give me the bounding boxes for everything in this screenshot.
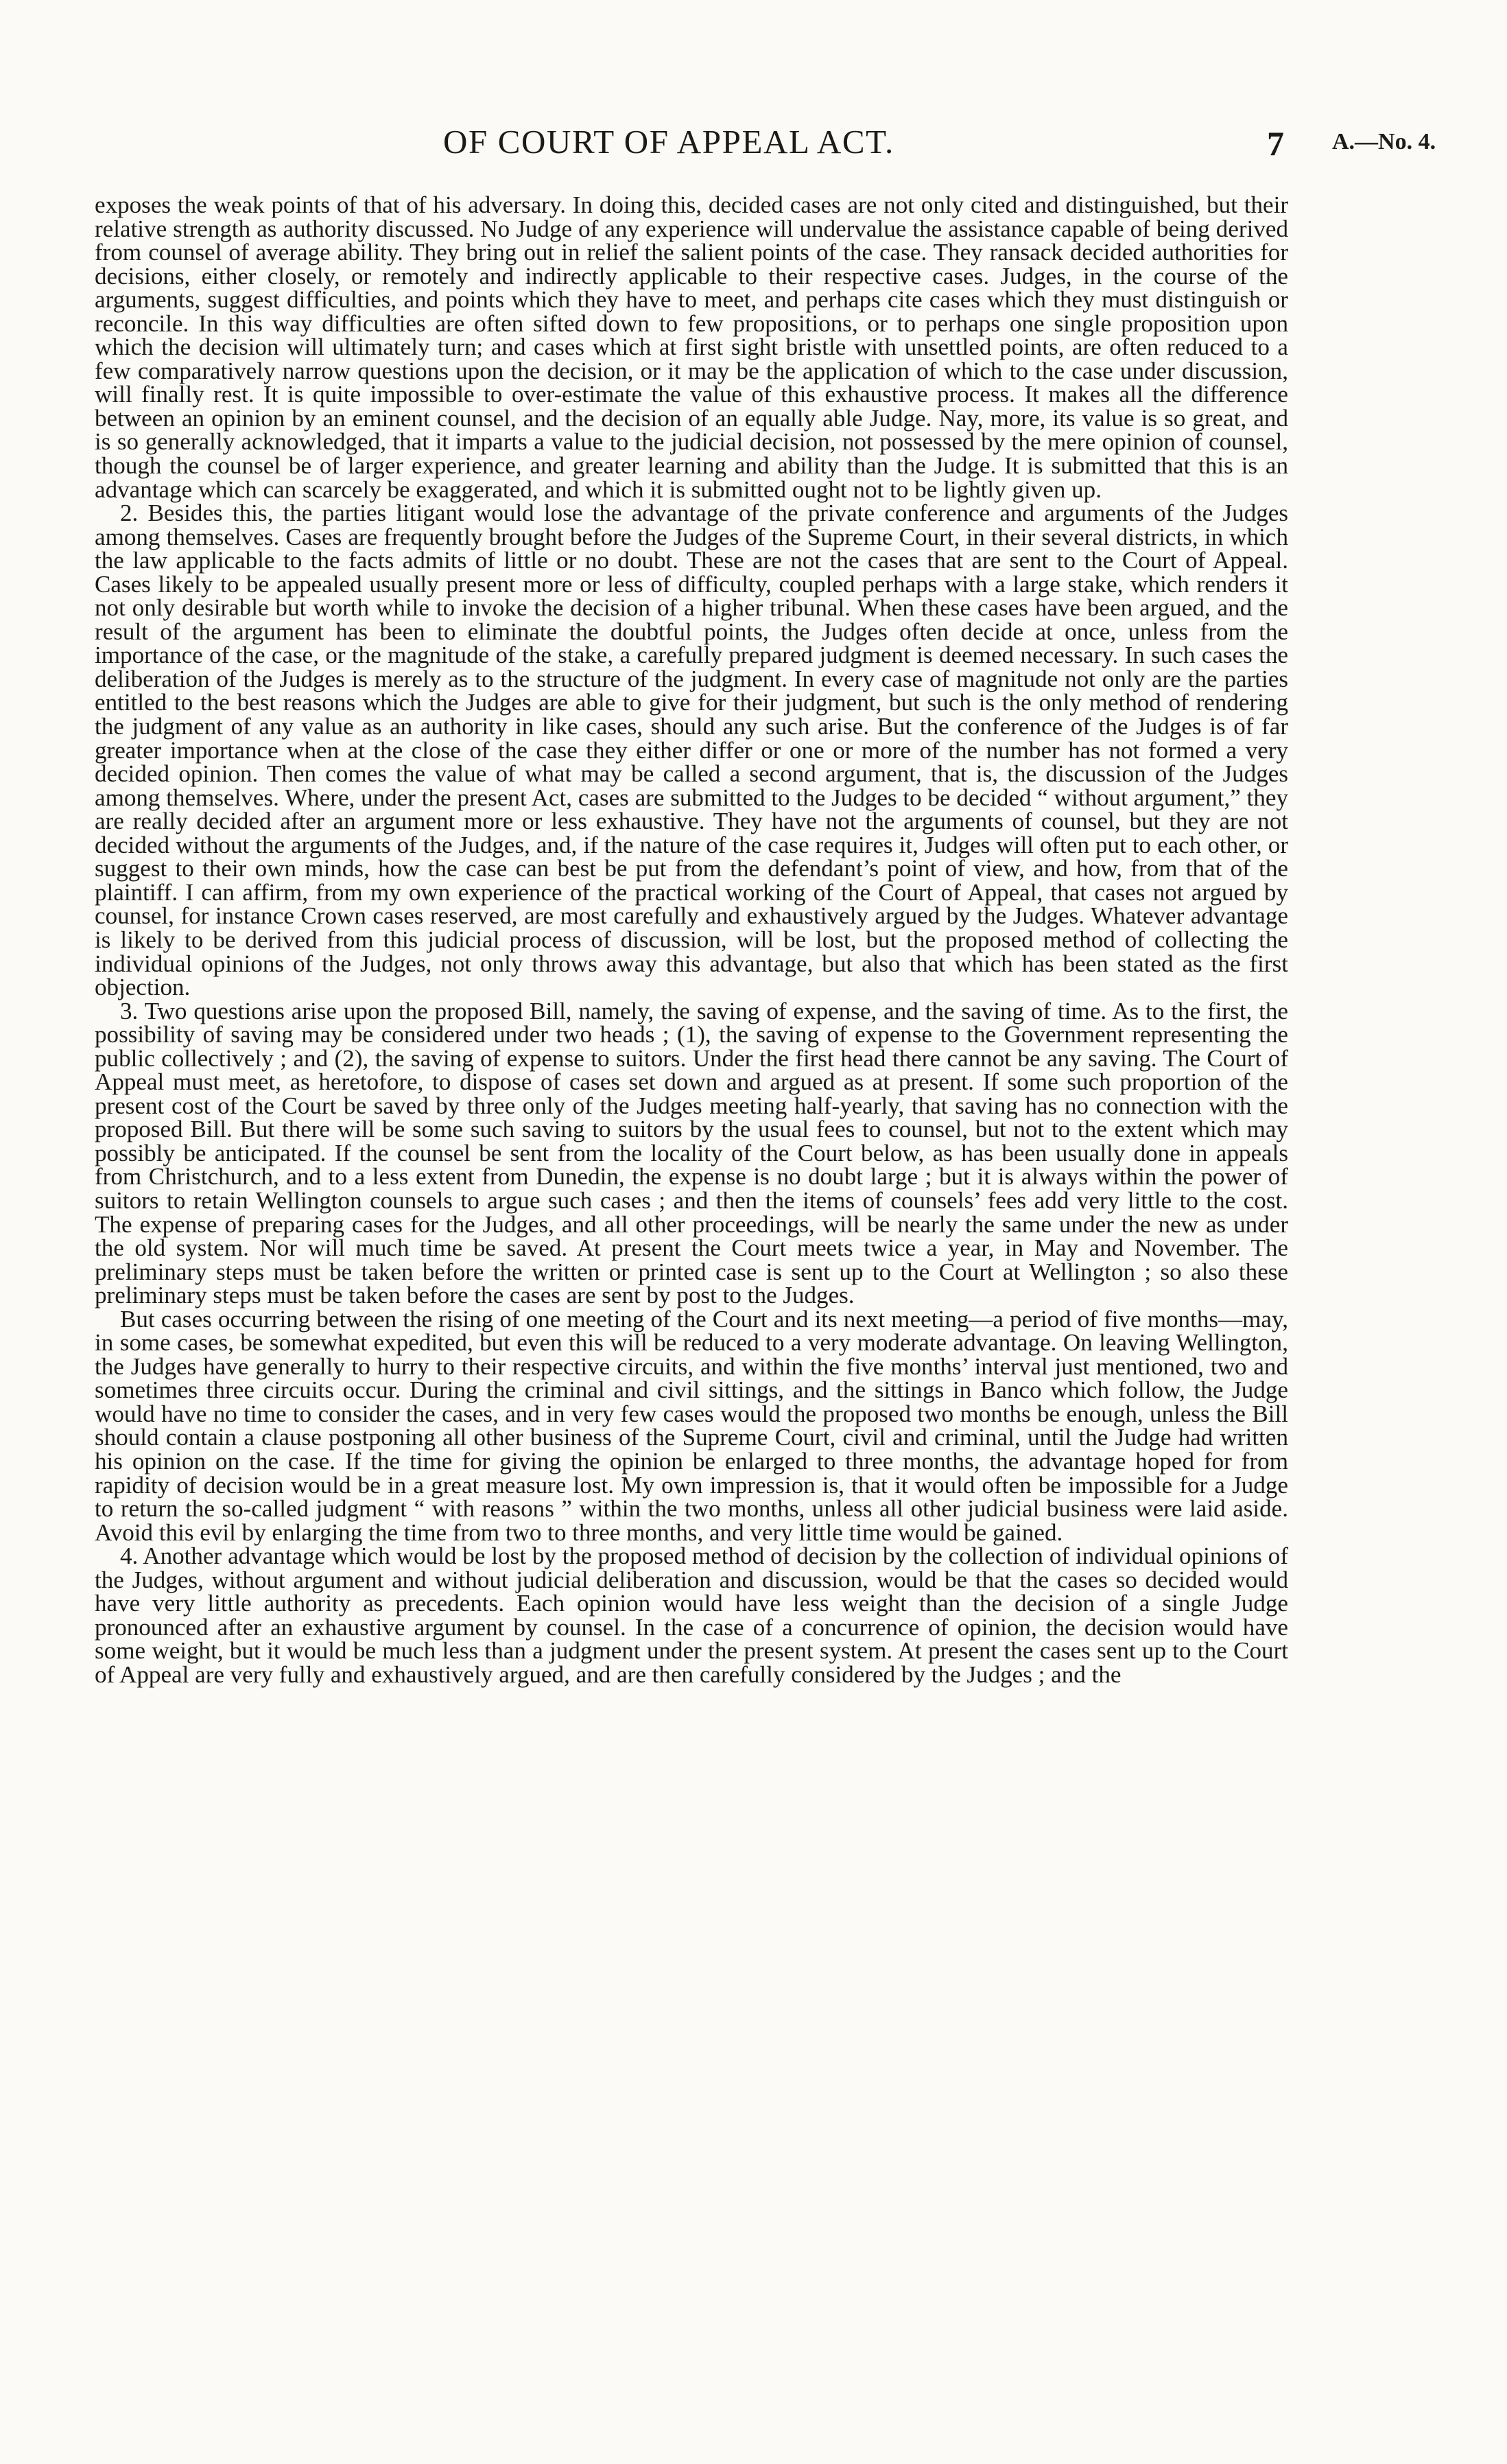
page-header <box>0 122 1507 163</box>
body-text <box>95 193 1288 1687</box>
running-title: OF COURT OF APPEAL ACT. <box>443 123 894 161</box>
page-number: 7 <box>1267 124 1284 163</box>
paragraph-4: 4. Another advantage which would be lost by the proposed method of decision by the collection of individual opinions of the Judges, without argument and without judicial deliberation and discussion, would be that the cases so decided would have very little authority as precedents. Each opinion would have less weight than the decision of a single Judge pronounced after an exhaustive argument by counsel. In the case of a concurrence of opinion, the decision would have some weight, but it would be much less than a judgment under the present system. At present the cases sent up to the Court of Appeal are very fully and exhaustively argued, and are then carefully considered by the Judges ; and the <box>95 1542 1288 1688</box>
paragraph-3-continued: But cases occurring between the rising of one meeting of the Court and its next meeting—a period of five months—may, in some cases, be somewhat expedited, but even this will be reduced to a very moderate advantage. On leaving Wellington, the Judges have generally to hurry to their respective circuits, and within the five months’ interval just mentioned, two and sometimes three circuits occur. During the criminal and civil sittings, and the sittings in Banco which follow, the Judge would have no time to consider the cases, and in very few cases would the proposed two months be enough, unless the Bill should contain a clause postponing all other business of the Supreme Court, civil and criminal, until the Judge had written his opinion on the case. If the time for giving the opinion be enlarged to three months, the advantage hoped for from rapidity of decision would be in a great measure lost. My own impression is, that it would often be impossible for a Judge to return the so-called judgment “ with reasons ” within the two months, unless all other judicial business were laid aside. Avoid this evil by enlarging the time from two to three months, and very little time would be gained. <box>95 1305 1288 1546</box>
paragraph-continuation: exposes the weak points of that of his adversary. In doing this, decided cases are not only cited and distinguished, but their relative strength as authority discussed. No Judge of any experience will undervalue the assistance capable of being derived from counsel of average ability. They bring out in relief the salient points of the case. They ransack decided authorities for decisions, either closely, or remotely and indirectly applicable to their respective cases. Judges, in the course of the arguments, suggest difficulties, and points which they have to meet, and perhaps cite cases which they must distinguish or reconcile. In this way difficulties are often sifted down to few propositions, or to perhaps one single proposition upon which the decision will ultimately turn; and cases which at first sight bristle with unsettled points, are often reduced to a few comparatively narrow questions upon the decision, or it may be the application of which to the case under discussion, will finally rest. It is quite impossible to over-estimate the value of this exhaustive process. It makes all the difference between an opinion by an eminent counsel, and the decision of an equally able Judge. Nay, more, its value is so great, and is so generally acknowledged, that it imparts a value to the judicial decision, not possessed by the mere opinion of counsel, though the counsel be of larger experience, and greater learning and ability than the Judge. It is submitted that this is an advantage which can scarcely be exaggerated, and which it is submitted ought not to be lightly given up. <box>95 191 1288 503</box>
paragraph-3: 3. Two questions arise upon the proposed Bill, namely, the saving of expense, and the saving of time. As to the first, the possibility of saving may be considered under two heads ; (1), the saving of expense to the Government representing the public collectively ; and (2), the saving of expense to suitors. Under the first head there cannot be any saving. The Court of Appeal must meet, as heretofore, to dispose of cases set down and argued as at present. If some such proportion of the present cost of the Court be saved by three only of the Judges meeting half-yearly, that saving has no connection with the proposed Bill. But there will be some such saving to suitors by the usual fees to counsel, but not to the extent which may possibly be anticipated. If the counsel be sent from the locality of the Court below, as has been usually done in appeals from Christchurch, and to a less extent from Dunedin, the expense is no doubt large ; but it is always within the power of suitors to retain Wellington counsels to argue such cases ; and then the items of counsels’ fees add very little to the cost. The expense of preparing cases for the Judges, and all other proceedings, will be nearly the same under the new as under the old system. Nor will much time be saved. At present the Court meets twice a year, in May and November. The preliminary steps must be taken before the written or printed case is sent up to the Court at Wellington ; so also these preliminary steps must be taken before the cases are sent by post to the Judges. <box>95 997 1288 1309</box>
document-reference: A.—No. 4. <box>1332 129 1436 154</box>
paragraph-2: 2. Besides this, the parties litigant would lose the advantage of the private conference and arguments of the Judges among themselves. Cases are frequently brought before the Judges of the Supreme Court, in their several districts, in which the law applicable to the facts admits of little or no doubt. These are not the cases that are sent to the Court of Appeal. Cases likely to be appealed usually present more or less of difficulty, coupled perhaps with a large stake, which renders it not only desirable but worth while to invoke the decision of a higher tribunal. When these cases have been argued, and the result of the argument has been to eliminate the doubtful points, the Judges often decide at once, unless from the importance of the case, or the magnitude of the stake, a carefully prepared judgment is deemed necessary. In such cases the deliberation of the Judges is merely as to the structure of the judgment. In every case of magnitude not only are the parties entitled to the best reasons which the Judges are able to give for their judgment, but such is the only method of rendering the judgment of any value as an authority in like cases, should any such arise. But the conference of the Judges is of far greater importance when at the close of the case they either differ or one or more of the number has not formed a very decided opinion. Then comes the value of what may be called a second argument, that is, the discussion of the Judges among themselves. Where, under the present Act, cases are submitted to the Judges to be decided “ without argument,” they are really decided after an argument more or less exhaustive. They have not the arguments of counsel, but they are not decided without the arguments of the Judges, and, if the nature of the case requires it, Judges will often put to each other, or suggest to their own minds, how the case can best be put from the defendant’s point of view, and how, from that of the plaintiff. I can affirm, from my own experience of the practical working of the Court of Appeal, that cases not argued by counsel, for instance Crown cases reserved, are most carefully and exhaustively argued by the Judges. Whatever advantage is likely to be derived from this judicial process of discussion, will be lost, but the proposed method of collecting the individual opinions of the Judges, not only throws away this advantage, but also that which has been stated as the first objection. <box>95 500 1288 1001</box>
